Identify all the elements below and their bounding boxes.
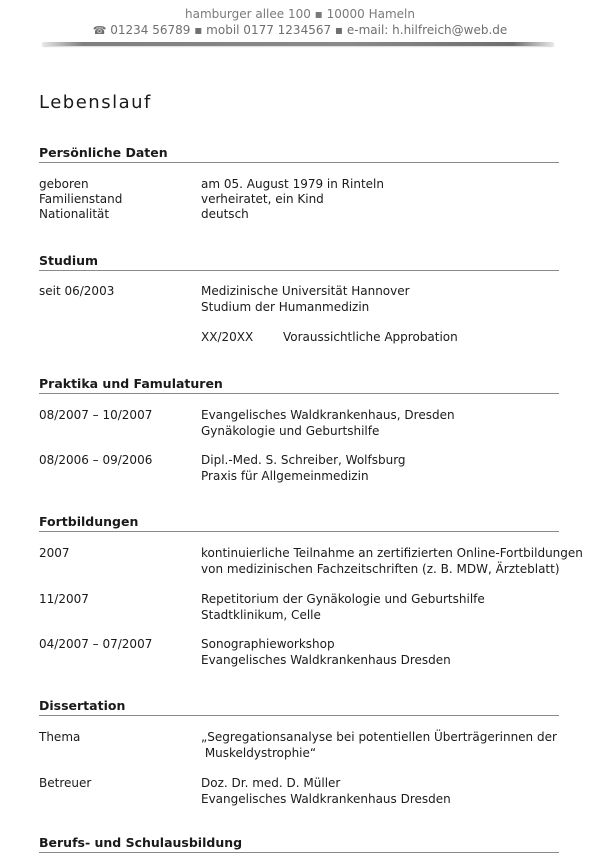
section-title-studium: Studium bbox=[39, 253, 559, 271]
entry-line: Sonographieworkshop bbox=[201, 637, 335, 651]
entry-date: 2007 bbox=[39, 546, 70, 560]
approbation-date: XX/20XX bbox=[201, 330, 254, 344]
entry-line: Stadtklinikum, Celle bbox=[201, 607, 321, 622]
approbation-text: Voraussichtliche Approbation bbox=[283, 330, 458, 344]
entry-line: Evangelisches Waldkrankenhaus Dresden bbox=[201, 791, 451, 806]
row-label: Familienstand bbox=[39, 192, 123, 206]
entry-label: Thema bbox=[39, 730, 81, 744]
section-title-fortbildungen: Fortbildungen bbox=[39, 514, 559, 532]
phone-icon: ☎ bbox=[92, 24, 107, 37]
entry-line: Praxis für Allgemeinmedizin bbox=[201, 468, 369, 483]
header-contact-line bbox=[0, 22, 600, 39]
entry-date: 04/2007 – 07/2007 bbox=[39, 637, 153, 651]
entry-line: kontinuierliche Teilnahme an zertifizierten Online-Fortbildungen bbox=[201, 546, 583, 560]
row-value: verheiratet, ein Kind bbox=[201, 192, 324, 206]
page-title: Lebenslauf bbox=[39, 92, 152, 113]
row-value: am 05. August 1979 in Rinteln bbox=[201, 177, 384, 191]
entry-line: „Segregationsanalyse bei potentiellen Überträgerinnen der bbox=[201, 730, 557, 744]
entry-details bbox=[201, 453, 569, 484]
entry-line: von medizinischen Fachzeitschriften (z. B. MDW, Ärzteblatt) bbox=[201, 561, 560, 576]
entry-date: seit 06/2003 bbox=[39, 284, 115, 298]
row-value: deutsch bbox=[201, 207, 249, 221]
section-title-personal: Persönliche Daten bbox=[39, 145, 559, 163]
header-divider bbox=[42, 42, 554, 46]
section-title-praktika: Praktika und Famulaturen bbox=[39, 376, 559, 394]
entry-line: Medizinische Universität Hannover bbox=[201, 284, 410, 298]
entry-details bbox=[201, 408, 569, 439]
entry-details bbox=[201, 546, 583, 577]
entry-line: Evangelisches Waldkrankenhaus, Dresden bbox=[201, 408, 455, 422]
entry-line: Doz. Dr. med. D. Müller bbox=[201, 776, 341, 790]
entry-line: Studium der Humanmedizin bbox=[201, 299, 370, 314]
entry-details bbox=[201, 284, 569, 315]
header-address: hamburger allee 100 ▪ 10000 Hameln bbox=[185, 7, 415, 21]
entry-date: 08/2006 – 09/2006 bbox=[39, 453, 153, 467]
entry-line: Dipl.-Med. S. Schreiber, Wolfsburg bbox=[201, 453, 406, 467]
entry-details bbox=[201, 592, 569, 623]
approbation-line bbox=[201, 330, 458, 346]
row-label: geboren bbox=[39, 177, 89, 191]
entry-line: Repetitorium der Gynäkologie und Geburtshilfe bbox=[201, 592, 485, 606]
row-label: Nationalität bbox=[39, 207, 110, 221]
entry-date: 11/2007 bbox=[39, 592, 89, 606]
header-contact: 01234 56789 ▪ mobil 0177 1234567 ▪ e-mail: h.hilfreich@web.de bbox=[110, 23, 508, 37]
letterhead bbox=[0, 6, 600, 39]
entry-details bbox=[201, 730, 569, 761]
section-title-beruf: Berufs- und Schulausbildung bbox=[39, 835, 559, 853]
entry-label: Betreuer bbox=[39, 776, 92, 790]
entry-date: 08/2007 – 10/2007 bbox=[39, 408, 153, 422]
entry-details bbox=[201, 637, 569, 668]
section-title-dissertation: Dissertation bbox=[39, 698, 559, 716]
entry-details bbox=[201, 776, 569, 807]
entry-line: Muskeldystrophie“ bbox=[201, 745, 317, 760]
entry-line: Evangelisches Waldkrankenhaus Dresden bbox=[201, 652, 451, 667]
entry-line: Gynäkologie und Geburtshilfe bbox=[201, 423, 380, 438]
